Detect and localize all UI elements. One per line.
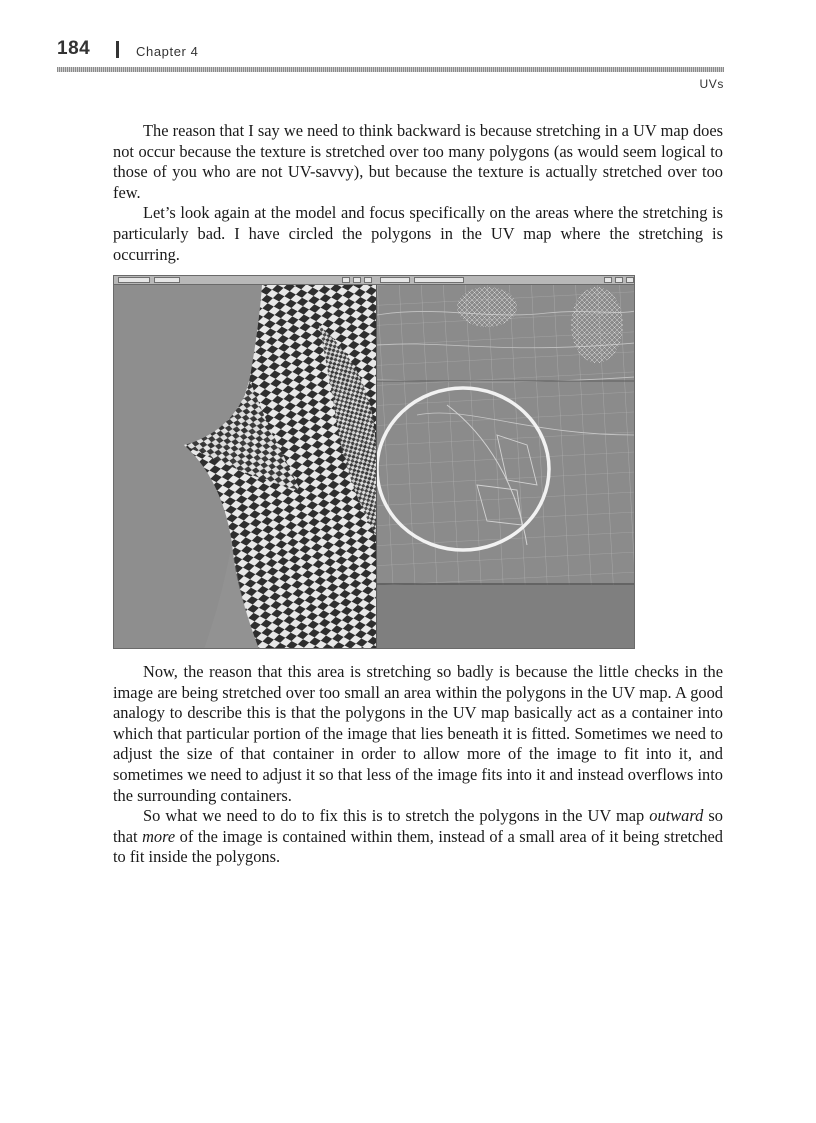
perspective-viewport [114,285,376,649]
paragraph-stretch-outward [113,806,723,868]
uv-texture-viewport [377,285,635,649]
text-run: of the image is contained within them, instead of a small area of it being stretched to fit inside the polygons. [113,826,723,867]
toolbar-button [604,277,612,283]
toolbar-button [342,277,350,283]
page-number: 184 [57,38,91,59]
paragraph-analogy: Now, the reason that this area is stretching so badly is because the little checks in the image are being stretched over too small an area within the polygons in the UV map. A good analogy to describe this is that the polygons in the UV map basically act as a container into which that particular portion of the image that lies beneath it is fitted. Sometimes we need to adjust the size of that container in order to allow more of the image to fit into it, and sometimes we need to adjust it so that less of the image fits into it and instead overflows into the surrounding containers. [113,662,723,805]
view-type-dropdown [118,277,150,283]
chapter-label: Chapter 4 [136,44,199,59]
body-text-top [113,121,723,265]
running-header [57,38,724,94]
header-separator [116,41,119,58]
toolbar-button [615,277,623,283]
uv-stretching-figure [113,275,635,649]
toolbar-button [353,277,361,283]
uv-map-dropdown [380,277,410,283]
toolbar-button [626,277,634,283]
uv-wireframe-image [377,285,635,649]
body-text-bottom [113,662,723,868]
paragraph-look-again: Let’s look again at the model and focus specifically on the areas where the stretching is particularly bad. I have circled the polygons in the UV map where the stretching is occurring. [113,203,723,264]
uv-mesh-cluster [457,287,517,327]
header-rule [57,67,724,72]
paragraph-think-backward: The reason that I say we need to think backward is because stretching in a UV map does not occur because the texture is stretched over too many polygons (as would seem logical to those of you who are not UV-savvy), but because the texture is actually stretched over too few. [113,121,723,202]
texture-dropdown [414,277,464,283]
text-run: so that [113,806,723,846]
toolbar-button [364,277,372,283]
uv-mesh-cluster [571,287,623,363]
viewport-toolbar [114,276,634,285]
checker-surface-image [114,285,376,649]
section-label: UVs [699,77,724,91]
shading-dropdown [154,277,180,283]
emphasis-outward: outward [649,806,704,826]
emphasis-more: more [142,826,176,846]
text-run: So what we need to do to fix this is to stretch the polygons in the UV map [143,806,650,826]
